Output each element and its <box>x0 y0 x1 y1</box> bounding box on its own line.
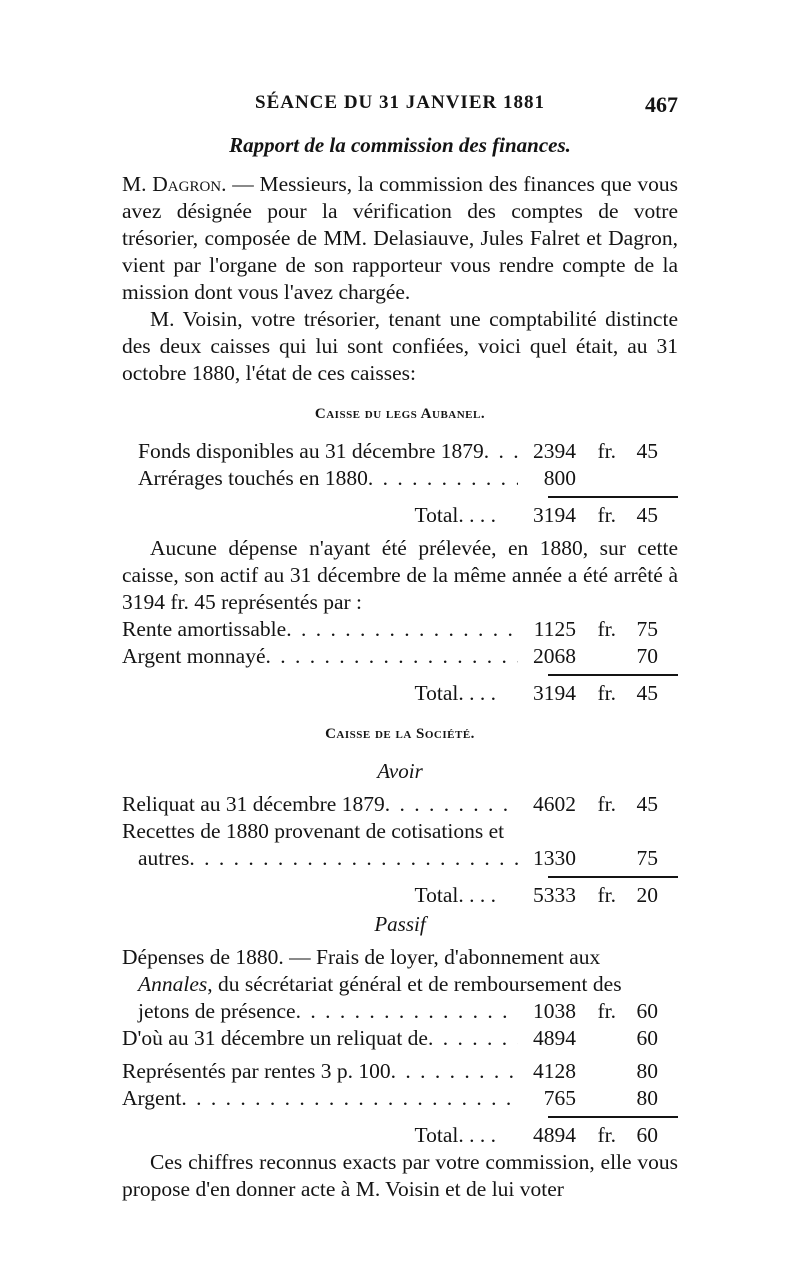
amount-cents: 20 <box>636 883 658 907</box>
ledger-label: Rente amortissable <box>122 617 287 641</box>
ledger-amount <box>518 791 678 818</box>
amount-francs: 4128 <box>533 1059 576 1083</box>
ledger-label: Argent <box>122 1086 182 1110</box>
amount-francs: 4602 <box>533 792 576 816</box>
ledger-row <box>138 438 678 465</box>
ledger-row <box>138 465 678 492</box>
total-row <box>122 1122 678 1149</box>
journal-title: Annales <box>138 972 208 996</box>
treasurer-paragraph: M. Voisin, votre trésorier, tenant une comptabilité distincte des deux caisses qui lui sont confiées, voici quel était, au 31 octobre 1880, l'état de ces caisses: <box>122 307 678 385</box>
total-label: Total. . . . <box>414 681 496 705</box>
amount-unit: fr. <box>597 999 616 1023</box>
total-rule <box>548 876 678 878</box>
ledger-label: jetons de présence <box>138 999 296 1023</box>
page-header <box>122 92 678 122</box>
ledger-label: D'où au 31 décembre un reliquat de <box>122 1026 428 1050</box>
amount-cents: 60 <box>636 999 658 1023</box>
ledger-row <box>122 1058 678 1085</box>
leader-dots <box>484 438 518 465</box>
total-amount <box>518 680 678 707</box>
ledger-amount <box>518 438 678 465</box>
amount-francs: 1038 <box>533 999 576 1023</box>
amount-unit: fr. <box>597 503 616 527</box>
amount-unit <box>576 465 616 492</box>
leader-dots <box>428 1025 518 1052</box>
ledger-label: Arrérages touchés en 1880 <box>138 466 368 490</box>
societe-passif-ledger <box>122 944 678 1149</box>
aubanel-paragraph: Aucune dépense n'ayant été prélevée, en 1880, sur cette caisse, son actif au 31 décembre de la même année a été arrêté à 3194 fr. 45 représentés par : <box>122 536 678 614</box>
total-amount <box>518 502 678 529</box>
ledger-label: Reliquat au 31 décembre 1879 <box>122 792 385 816</box>
aubanel-ledger-2 <box>122 616 678 707</box>
amount-unit: fr. <box>597 617 616 641</box>
leader-dots <box>296 998 518 1025</box>
ledger-amount <box>518 998 678 1025</box>
aubanel-ledger <box>122 438 678 529</box>
leader-dots <box>266 643 519 670</box>
ledger-label: Fonds disponibles au 31 décembre 1879 <box>138 439 484 463</box>
ledger-label-line: Recettes de 1880 provenant de cotisations et <box>122 819 505 843</box>
ledger-label-line: Dépenses de 1880. — Frais de loyer, d'abonnement aux <box>122 945 601 969</box>
ledger-amount <box>518 1025 678 1052</box>
section-heading-aubanel: Caisse du legs Aubanel. <box>314 406 486 422</box>
ledger-amount <box>518 643 678 670</box>
amount-cents: 45 <box>636 503 658 527</box>
ledger-row <box>122 998 678 1025</box>
total-rule <box>548 674 678 676</box>
amount-cents: 80 <box>636 1086 658 1110</box>
amount-cents: 45 <box>636 792 658 816</box>
amount-unit <box>576 1085 616 1112</box>
ledger-row <box>122 845 678 872</box>
total-row <box>122 882 678 909</box>
amount-cents: 60 <box>636 1123 658 1147</box>
amount-cents: 60 <box>636 1026 658 1050</box>
ledger-amount <box>518 845 678 872</box>
total-label: Total. . . . <box>414 503 496 527</box>
amount-cents: 70 <box>636 644 658 668</box>
amount-unit: fr. <box>597 439 616 463</box>
ledger-label-line: Annales, du sécrétariat général et de remboursement des <box>138 972 622 996</box>
total-rule <box>548 496 678 498</box>
section-heading-societe: Caisse de la Société. <box>325 726 475 742</box>
ledger-row <box>122 1025 678 1052</box>
amount-francs: 2068 <box>533 644 576 668</box>
total-amount <box>518 1122 678 1149</box>
intro-paragraph <box>122 171 678 306</box>
amount-francs: 765 <box>543 1086 576 1110</box>
amount-unit <box>576 1058 616 1085</box>
ledger-label: Représentés par rentes 3 p. 100 <box>122 1059 391 1083</box>
leader-dots <box>286 616 518 643</box>
ledger-row <box>122 616 678 643</box>
amount-cents: 75 <box>636 846 658 870</box>
amount-unit: fr. <box>597 792 616 816</box>
amount-cents: 45 <box>636 439 658 463</box>
leader-dots <box>385 791 518 818</box>
total-amount <box>518 882 678 909</box>
subheading-avoir: Avoir <box>377 759 423 783</box>
amount-francs: 4894 <box>533 1026 576 1050</box>
leader-dots <box>391 1058 518 1085</box>
amount-unit <box>576 1025 616 1052</box>
amount-francs: 1125 <box>533 617 576 641</box>
report-title: Rapport de la commission des finances. <box>229 133 571 157</box>
ledger-row <box>122 791 678 818</box>
ledger-label: Argent monnayé <box>122 644 266 668</box>
amount-francs: 4894 <box>533 1123 576 1147</box>
ledger-amount <box>518 616 678 643</box>
total-rule <box>548 1116 678 1118</box>
amount-unit: fr. <box>597 883 616 907</box>
amount-francs: 3194 <box>533 681 576 705</box>
ledger-label: autres <box>138 846 190 870</box>
amount-unit <box>576 643 616 670</box>
page-content <box>122 128 678 1203</box>
amount-francs: 1330 <box>533 846 576 870</box>
ledger-amount <box>518 465 678 492</box>
leader-dots <box>368 465 518 492</box>
closing-paragraph: Ces chiffres reconnus exacts par votre commission, elle vous propose d'en donner acte à M. Voisin et de lui voter <box>122 1150 678 1201</box>
ledger-row <box>122 643 678 670</box>
subheading-passif: Passif <box>374 912 426 936</box>
ledger-row <box>122 1085 678 1112</box>
ledger-amount <box>518 1085 678 1112</box>
page-number: 467 <box>645 92 678 117</box>
amount-cents <box>616 465 658 492</box>
total-label: Total. . . . <box>414 1123 496 1147</box>
ledger-amount <box>518 1058 678 1085</box>
speaker-name: M. Dagron. <box>122 172 227 196</box>
societe-avoir-ledger <box>122 791 678 909</box>
leader-dots <box>189 845 518 872</box>
amount-unit: fr. <box>597 1123 616 1147</box>
amount-cents: 45 <box>636 681 658 705</box>
intro-text: — Messieurs, la commission des finances que vous avez désignée pour la vérification des comptes de votre trésorier, composée de MM. Delasiauve, Jules Falret et Dagron, vient par l'organe de son rapporteur vous rendre compte de la mission dont vous l'avez chargée. <box>122 172 679 304</box>
total-row <box>122 680 678 707</box>
total-label: Total. . . . <box>414 883 496 907</box>
leader-dots <box>181 1085 518 1112</box>
amount-cents: 80 <box>636 1059 658 1083</box>
running-head: SÉANCE DU 31 JANVIER 1881 <box>255 92 545 113</box>
amount-cents: 75 <box>636 617 658 641</box>
amount-unit: fr. <box>597 681 616 705</box>
amount-francs: 5333 <box>533 883 576 907</box>
total-row <box>138 502 678 529</box>
amount-francs: 2394 <box>533 439 576 463</box>
amount-francs: 3194 <box>533 503 576 527</box>
amount-francs: 800 <box>543 466 576 490</box>
amount-unit <box>576 845 616 872</box>
